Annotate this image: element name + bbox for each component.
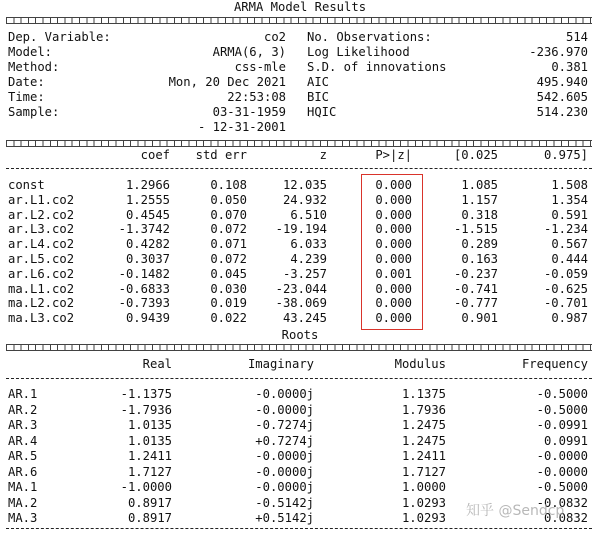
coef-cell: -19.194 — [275, 222, 327, 237]
roots-cell: 0.0832 — [543, 511, 588, 525]
coef-cell: 1.354 — [551, 192, 588, 207]
coef-row-label: ar.L5.co2 — [8, 252, 75, 266]
roots-row-label: AR.2 — [8, 402, 38, 417]
coef-row-label: ar.L6.co2 — [8, 266, 75, 281]
coef-cell: 0.019 — [210, 296, 247, 311]
coef-cell: 0.000 — [375, 222, 412, 237]
coef-row-label: ma.L3.co2 — [8, 311, 75, 326]
roots-row — [0, 418, 600, 433]
coef-cell: -1.515 — [453, 222, 498, 237]
header-left-label: Dep. Variable: — [8, 30, 111, 44]
header-left-value: css-mle — [234, 60, 286, 74]
header-right-value: 0.381 — [551, 60, 588, 74]
roots-cell: 1.0135 — [127, 418, 172, 432]
header-row — [0, 30, 600, 45]
roots-cell: 1.2411 — [401, 449, 446, 463]
coef-cell: 0.000 — [375, 237, 412, 252]
roots-column-header: Frequency — [521, 357, 588, 371]
coef-cell: 0.000 — [375, 311, 412, 326]
roots-cell: -1.7936 — [120, 402, 172, 417]
coef-row-label: ma.L1.co2 — [8, 281, 75, 296]
roots-cell: -0.0000 — [536, 449, 588, 463]
coef-cell: 0.001 — [375, 266, 412, 281]
coef-cell: 6.033 — [290, 237, 327, 252]
coef-row-label: ar.L1.co2 — [8, 192, 75, 207]
header-left-value: 03-31-1959 — [212, 105, 286, 119]
roots-cell: -0.0000j — [255, 402, 314, 417]
roots-row — [0, 465, 600, 480]
roots-cell: 1.2411 — [127, 449, 172, 463]
coef-cell: -0.7393 — [118, 296, 170, 311]
header-left-label: Model: — [8, 45, 53, 59]
roots-cell: 1.2475 — [401, 433, 446, 448]
roots-row — [0, 449, 600, 464]
coef-double-rule — [6, 140, 592, 147]
roots-cell: -0.0000 — [536, 464, 588, 479]
coef-cell: 0.000 — [375, 252, 412, 266]
roots-row-label: AR.5 — [8, 449, 38, 463]
roots-double-rule — [6, 344, 592, 351]
header-right-label: Log Likelihood — [307, 45, 410, 59]
coef-cell: -0.625 — [543, 281, 588, 296]
header-left-label: Time: — [8, 90, 45, 104]
coef-cell: 0.000 — [375, 207, 412, 222]
coef-cell: 0.163 — [461, 252, 498, 266]
roots-row — [0, 434, 600, 449]
header-left-label: Date: — [8, 75, 45, 89]
roots-cell: -0.0000j — [255, 449, 314, 463]
coef-row-label: ar.L2.co2 — [8, 207, 75, 222]
coef-cell: -1.234 — [543, 222, 588, 237]
coef-cell: 1.157 — [461, 192, 498, 207]
coef-column-header: [0.025 — [453, 148, 498, 162]
coef-cell: 0.045 — [210, 266, 247, 281]
roots-cell: -0.5000 — [536, 402, 588, 417]
header-right-label: No. Observations: — [307, 30, 432, 44]
top-double-rule — [6, 17, 592, 24]
roots-cell: 1.0135 — [127, 433, 172, 448]
header-row — [0, 45, 600, 60]
header-right-value: 495.940 — [536, 75, 588, 89]
roots-cell: 1.7127 — [127, 464, 172, 479]
coef-cell: 0.9439 — [125, 311, 170, 326]
roots-cell: -0.0000j — [255, 480, 314, 494]
coef-cell: -0.777 — [453, 296, 498, 311]
coef-cell: 4.239 — [290, 252, 327, 266]
coef-row — [0, 222, 600, 237]
coef-column-headers — [0, 148, 600, 163]
roots-dashed-rule — [6, 378, 592, 379]
coef-cell: 1.085 — [461, 178, 498, 192]
roots-cell: -1.1375 — [120, 387, 172, 401]
coef-cell: 0.3037 — [125, 252, 170, 266]
coef-cell: 0.072 — [210, 222, 247, 237]
coef-row — [0, 267, 600, 282]
coef-cell: 0.000 — [375, 296, 412, 311]
coef-cell: 0.289 — [461, 237, 498, 252]
coef-cell: -0.059 — [543, 266, 588, 281]
roots-cell: -0.7274j — [255, 418, 314, 432]
coef-row — [0, 178, 600, 193]
coef-cell: 24.932 — [282, 192, 327, 207]
header-right-label: S.D. of innovations — [307, 60, 447, 74]
coef-cell: 12.035 — [282, 178, 327, 192]
coef-cell: 1.2966 — [125, 178, 170, 192]
coef-cell: 0.567 — [551, 237, 588, 252]
coef-cell: 1.508 — [551, 178, 588, 192]
roots-cell: 1.7936 — [401, 402, 446, 417]
header-right-label: AIC — [307, 75, 330, 89]
coef-row — [0, 193, 600, 208]
coef-cell: -0.237 — [453, 266, 498, 281]
roots-row-label: AR.1 — [8, 387, 38, 401]
coef-cell: 0.000 — [375, 281, 412, 296]
roots-row — [0, 480, 600, 495]
coef-row-label: const — [8, 178, 45, 192]
roots-cell: 1.7127 — [401, 464, 446, 479]
coef-cell: 1.2555 — [125, 192, 170, 207]
coef-cell: -0.741 — [453, 281, 498, 296]
coef-cell: 0.071 — [210, 237, 247, 252]
header-left-label: Method: — [8, 60, 60, 74]
header-row — [0, 105, 600, 120]
header-right-value: 514 — [565, 30, 588, 44]
coef-cell: 43.245 — [282, 311, 327, 326]
coef-cell: 0.022 — [210, 311, 247, 326]
zhihu-watermark: 知乎 @Sendcp — [466, 503, 565, 519]
header-right-label: BIC — [307, 90, 330, 104]
header-row — [0, 60, 600, 75]
coef-row-label: ar.L4.co2 — [8, 237, 75, 252]
coef-row-label: ar.L3.co2 — [8, 222, 75, 237]
coef-cell: 0.072 — [210, 252, 247, 266]
coef-cell: 0.4282 — [125, 237, 170, 252]
coef-cell: 0.108 — [210, 178, 247, 192]
roots-cell: 1.1375 — [401, 387, 446, 401]
roots-row — [0, 387, 600, 402]
coef-cell: 0.000 — [375, 178, 412, 192]
coef-cell: -0.1482 — [118, 266, 170, 281]
header-left-value: ARMA(6, 3) — [212, 45, 286, 59]
roots-cell: -0.5000 — [536, 480, 588, 494]
coef-cell: -23.044 — [275, 281, 327, 296]
roots-cell: 0.8917 — [127, 495, 172, 510]
coef-row — [0, 311, 600, 326]
pvalue-highlight-box — [361, 174, 423, 330]
coef-cell: -3.257 — [282, 266, 327, 281]
header-right-value: -236.970 — [529, 45, 588, 59]
coef-cell: 0.901 — [461, 311, 498, 326]
roots-cell: -0.0000j — [255, 387, 314, 401]
coef-row — [0, 208, 600, 223]
roots-column-header: Imaginary — [247, 357, 314, 371]
header-row — [0, 120, 600, 135]
coef-cell: -0.6833 — [118, 281, 170, 296]
coef-row — [0, 282, 600, 297]
roots-cell: -0.0000j — [255, 464, 314, 479]
coef-column-header: P>|z| — [375, 148, 412, 162]
coef-cell: -0.701 — [543, 296, 588, 311]
header-left-value: co2 — [263, 30, 286, 44]
coef-column-header: std err — [195, 148, 247, 162]
bottom-dashed-rule — [6, 528, 592, 529]
header-right-value: 514.230 — [536, 105, 588, 119]
header-left-value: Mon, 20 Dec 2021 — [168, 75, 286, 89]
header-left-value: - 12-31-2001 — [197, 120, 286, 134]
roots-cell: 1.0000 — [401, 480, 446, 494]
roots-cell: -1.0000 — [120, 480, 172, 494]
coef-dashed-rule — [6, 168, 592, 169]
roots-row — [0, 403, 600, 418]
roots-title: Roots — [281, 328, 319, 342]
roots-cell: +0.5142j — [255, 511, 314, 525]
coef-cell: 0.444 — [551, 252, 588, 266]
roots-cell: +0.7274j — [255, 433, 314, 448]
roots-column-header: Real — [142, 357, 172, 371]
coef-cell: 0.987 — [551, 311, 588, 326]
coef-cell: 0.050 — [210, 192, 247, 207]
header-left-label: Sample: — [8, 105, 60, 119]
coef-column-header: 0.975] — [543, 148, 588, 162]
roots-column-headers — [0, 357, 600, 372]
header-left-value: 22:53:08 — [227, 90, 286, 104]
coef-cell: 0.591 — [551, 207, 588, 222]
coef-row-label: ma.L2.co2 — [8, 296, 75, 311]
roots-row-label: AR.4 — [8, 433, 38, 448]
roots-row-label: MA.2 — [8, 495, 38, 510]
roots-cell: 1.0293 — [401, 511, 446, 525]
roots-cell: -0.0991 — [536, 418, 588, 432]
coef-cell: 0.318 — [461, 207, 498, 222]
roots-row-label: MA.3 — [8, 511, 38, 525]
roots-cell: 1.0293 — [401, 495, 446, 510]
coef-cell: 0.000 — [375, 192, 412, 207]
coef-cell: 6.510 — [290, 207, 327, 222]
roots-row-label: AR.6 — [8, 464, 38, 479]
roots-cell: 1.2475 — [401, 418, 446, 432]
roots-cell: -0.0832 — [536, 495, 588, 510]
roots-column-header: Modulus — [394, 357, 446, 371]
coef-cell: -38.069 — [275, 296, 327, 311]
coef-row — [0, 296, 600, 311]
coef-column-header: coef — [140, 148, 170, 162]
results-title: ARMA Model Results — [233, 0, 367, 14]
header-right-label: HQIC — [307, 105, 337, 119]
coef-cell: 0.4545 — [125, 207, 170, 222]
coef-cell: 0.030 — [210, 281, 247, 296]
coef-column-header: z — [319, 148, 327, 162]
roots-cell: 0.0991 — [543, 433, 588, 448]
roots-row-label: AR.3 — [8, 418, 38, 432]
header-row — [0, 75, 600, 90]
coef-row — [0, 237, 600, 252]
roots-cell: -0.5142j — [255, 495, 314, 510]
coef-row — [0, 252, 600, 267]
header-row — [0, 90, 600, 105]
roots-cell: 0.8917 — [127, 511, 172, 525]
coef-cell: 0.070 — [210, 207, 247, 222]
roots-row-label: MA.1 — [8, 480, 38, 494]
roots-cell: -0.5000 — [536, 387, 588, 401]
coef-cell: -1.3742 — [118, 222, 170, 237]
header-right-value: 542.605 — [536, 90, 588, 104]
